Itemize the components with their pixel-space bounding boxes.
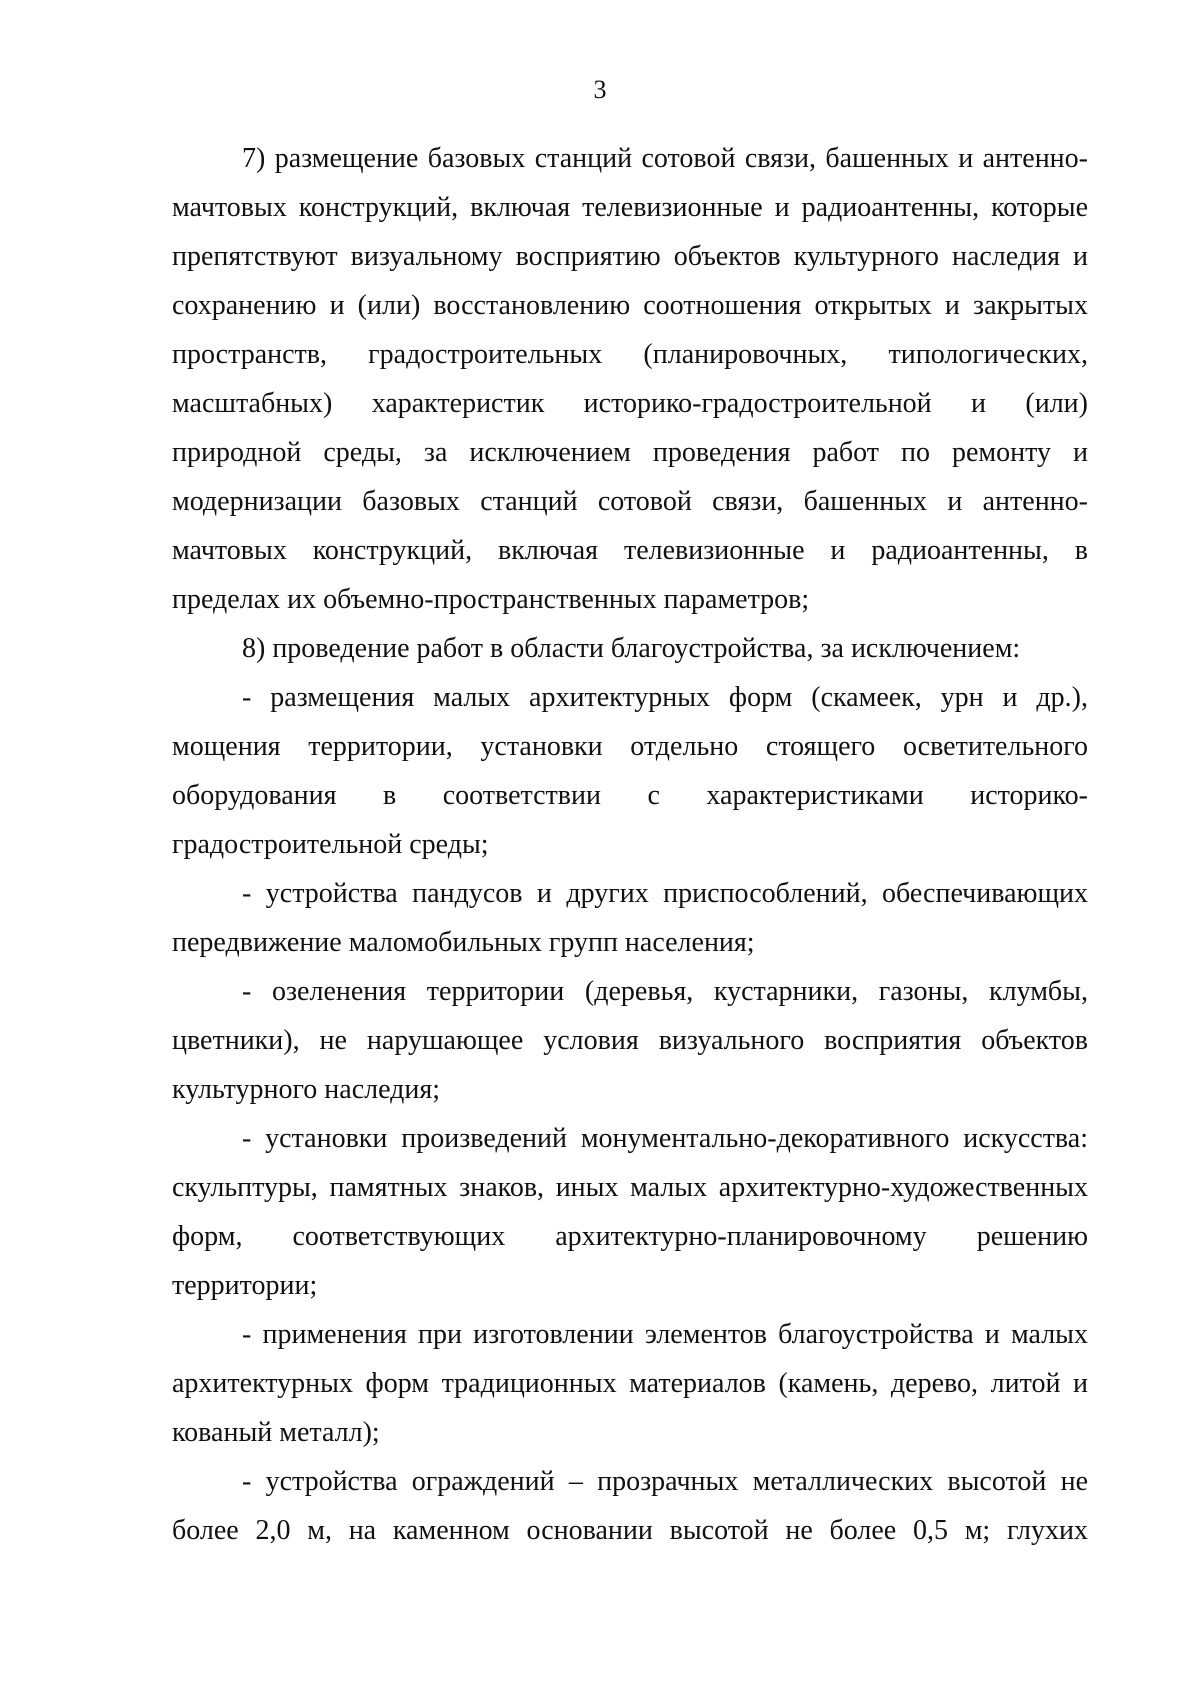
paragraph-subitem-fences: - устройства ограждений – прозрачных металлических высотой не более 2,0 м, на каменном основании высотой не более 0,5 м; глухих	[172, 1466, 1088, 1546]
paragraph-subitem-greening: - озеленения территории (деревья, кустарники, газоны, клумбы, цветники), не нарушающее условия визуального восприятия объектов культурного наследия;	[172, 976, 1088, 1105]
paragraph-item-8: 8) проведение работ в области благоустройства, за исключением:	[242, 633, 1021, 664]
paragraph-subitem-small-forms: - размещения малых архитектурных форм (скамеек, урн и др.), мощения территории, установки отдельно стоящего осветительного оборудования в соответствии с характеристиками историко-градостроительной среды;	[172, 682, 1088, 860]
paragraph-subitem-monumental-art: - установки произведений монументально-декоративного искусства: скульптуры, памятных знаков, иных малых архитектурно-художественных форм, соответствующих архитектурно-планировочному решению территории;	[172, 1123, 1088, 1301]
page-number: 3	[593, 75, 607, 104]
paragraph-item-7: 7) размещение базовых станций сотовой связи, башенных и антенно-мачтовых конструкций, включая телевизионные и радиоантенны, которые препятствуют визуальному восприятию объектов культурного наследия и сохранению и (или) восстановлению соотношения открытых и закрытых пространств, градостроительных (планировочных, типологических, масштабных) характеристик историко-градостроительной и (или) природной среды, за исключением проведения работ по ремонту и модернизации базовых станций сотовой связи, башенных и антенно-мачтовых конструкций, включая телевизионные и радиоантенны, в пределах их объемно-пространственных параметров;	[172, 143, 1088, 615]
document-body	[172, 134, 1088, 1555]
paragraph-subitem-traditional-materials: - применения при изготовлении элементов благоустройства и малых архитектурных форм традиционных материалов (камень, дерево, литой и кованый металл);	[172, 1319, 1088, 1448]
paragraph-subitem-ramps: - устройства пандусов и других приспособлений, обеспечивающих передвижение маломобильных групп населения;	[172, 878, 1088, 958]
